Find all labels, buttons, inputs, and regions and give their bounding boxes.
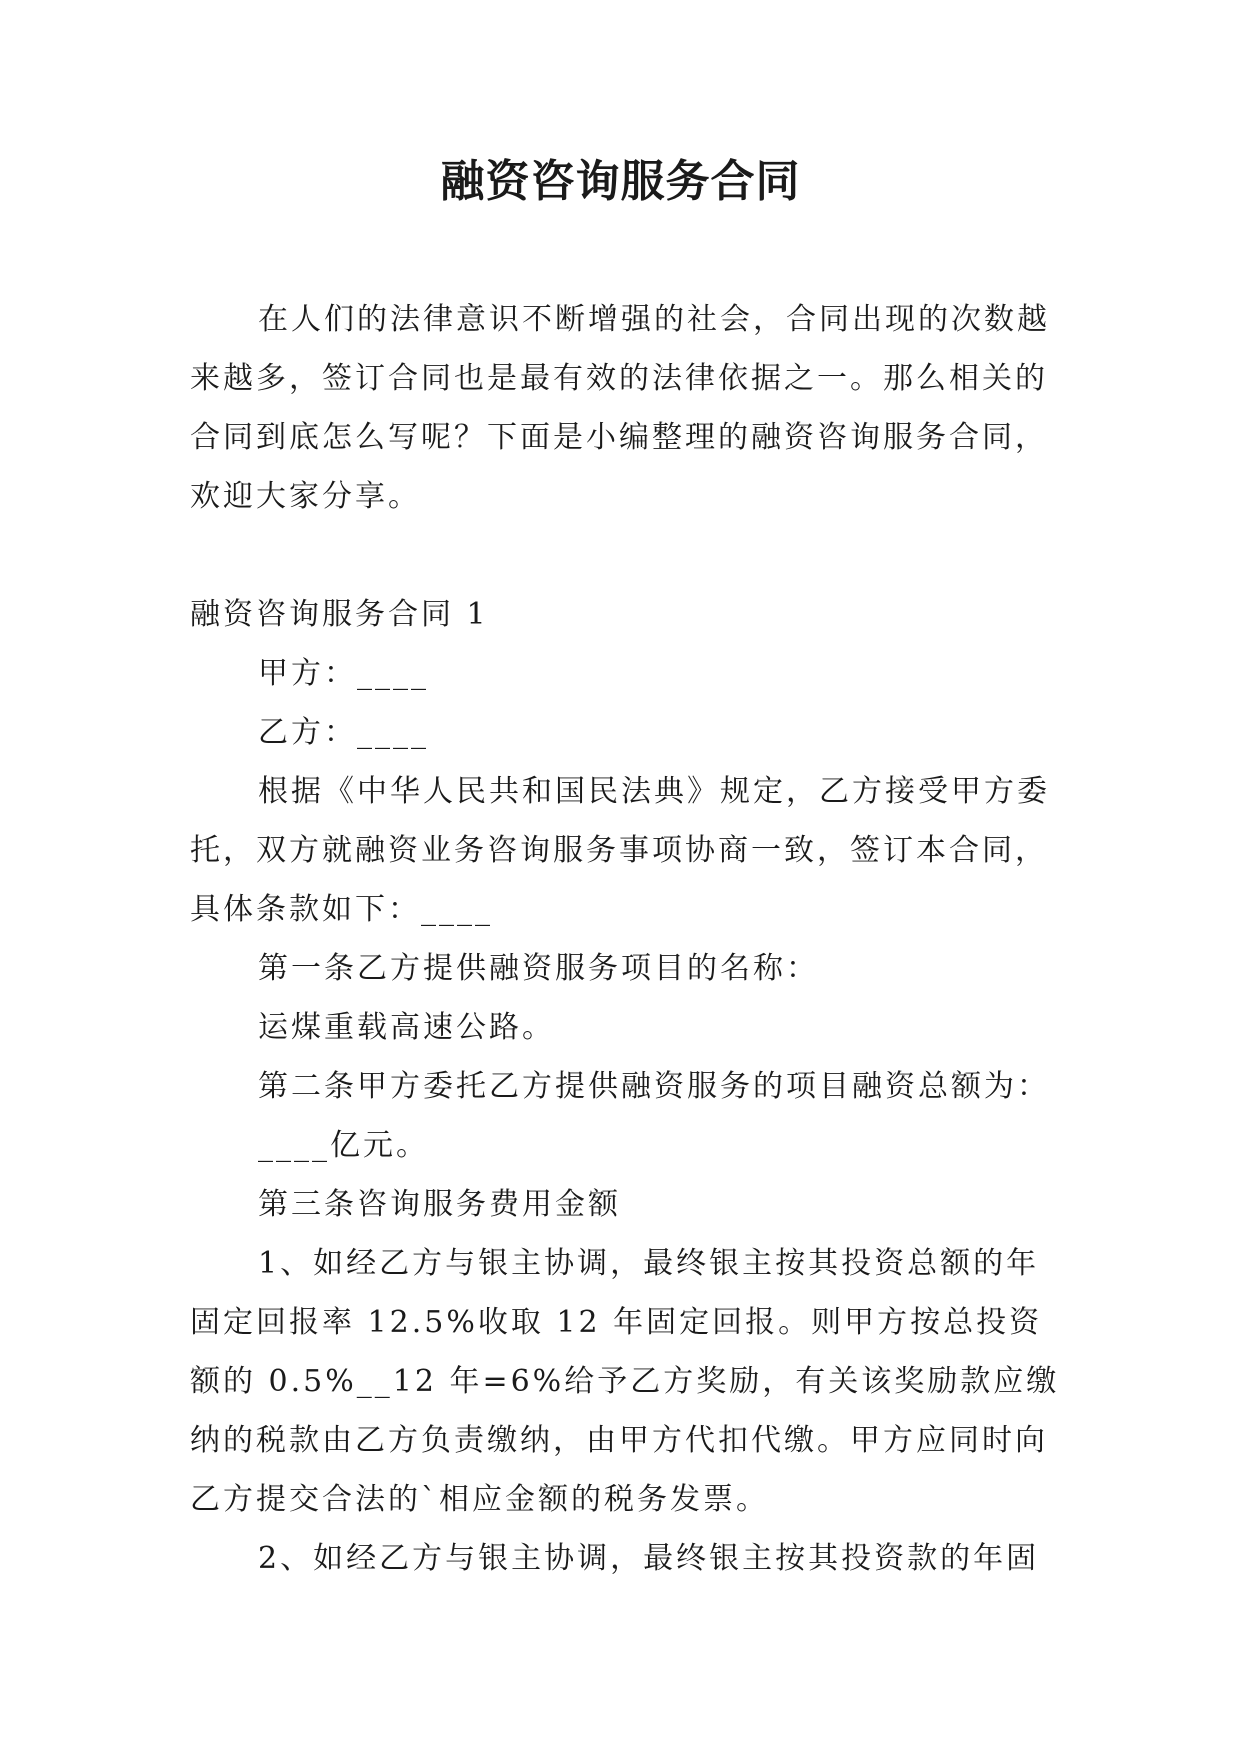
article-1-content: 运煤重载高速公路。 <box>258 1010 555 1045</box>
article-2-content: ____亿元。 <box>258 1128 429 1163</box>
article-2-heading: 第二条甲方委托乙方提供融资服务的项目融资总额为： <box>258 1069 1050 1104</box>
paragraph-gap <box>190 526 1070 585</box>
document-title: 融资咨询服务合同 <box>440 156 801 207</box>
document-body <box>190 290 1070 1588</box>
article-3-item-2: 2、如经乙方与银主协调，最终银主按其投资款的年固 <box>258 1541 1040 1576</box>
section-title: 融资咨询服务合同 1 <box>190 597 489 632</box>
article-1-heading: 第一条乙方提供融资服务项目的名称： <box>258 951 819 986</box>
preamble-paragraph: 根据《中华人民共和国民法典》规定，乙方接受甲方委托，双方就融资业务咨询服务事项协商一致，签订本合同，具体条款如下：____ <box>190 774 1050 927</box>
article-3-item-1: 1、如经乙方与银主协调，最终银主按其投资总额的年固定回报率 12.5%收取 12 年固定回报。则甲方按总投资额的 0.5%__12 年=6%给予乙方奖励，有关该奖励款应缴纳的税款由乙方负责缴纳，由甲方代扣代缴。甲方应同时向乙方提交合法的`相应金额的税务发票。 <box>190 1246 1060 1517</box>
party-b-line: 乙方：____ <box>258 715 429 750</box>
party-a-line: 甲方：____ <box>258 656 429 691</box>
intro-paragraph: 在人们的法律意识不断增强的社会，合同出现的次数越来越多，签订合同也是最有效的法律依据之一。那么相关的合同到底怎么写呢？下面是小编整理的融资咨询服务合同，欢迎大家分享。 <box>190 302 1050 514</box>
article-3-heading: 第三条咨询服务费用金额 <box>258 1187 621 1222</box>
